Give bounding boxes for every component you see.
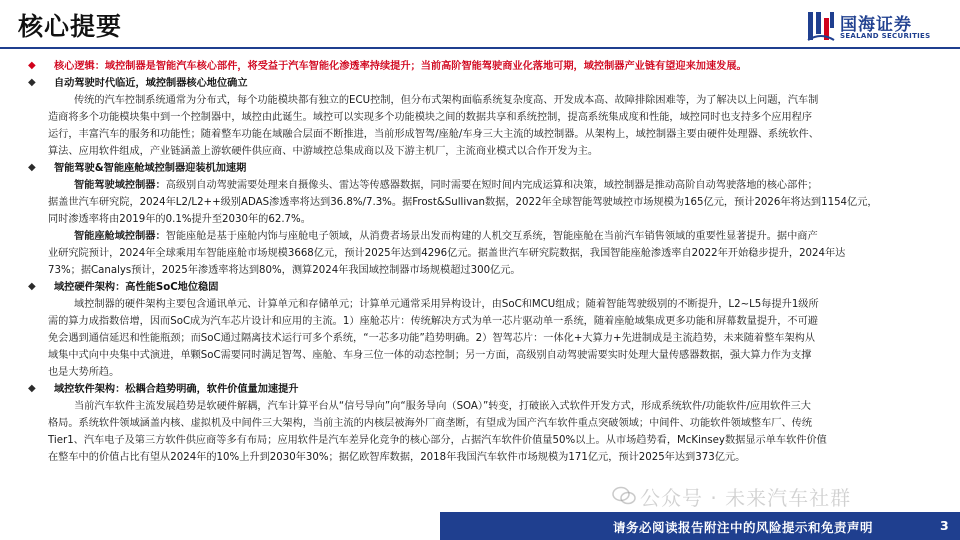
paragraph-lead: 智能驾驶域控制器： (74, 180, 166, 191)
section-paragraph: 传统的汽车控制系统通常为分布式，每个功能模块都有独立的ECU控制，但分布式架构面临系统复杂度高、开发成本高、故障排除困难等，为了解决以上问题，汽车制 造商将多个功能模块集中到一个控制器中，域控由此诞生。域控可以实现多个功能模块之间的数据共享和系统控制，提高系统集成度和性能，域控同时也支持多个应用程序 运行，丰富汽车的服务和功能性；随着整车功能在域融合层面不断推进，当前形成智驾/座舱/车身三大主流的域控制器。从架构上，域控制器主要由硬件处理器、系统软件、 算法、应用软件组成，产业链涵盖上游软硬件供应商、中游域控总集成商以及下游主机厂，主流商业模式以合作开发为主。 (48, 95, 819, 157)
section-heading: ◆ 智能驾驶&智能座舱域控制器迎装机加速期 (28, 162, 247, 174)
core-logic-text: 核心逻辑：域控制器是智能汽车核心部件，将受益于汽车智能化渗透率持续提升；当前高阶智能驾驶商业化落地可期，域控制器产业链有望迎来加速发展。 (54, 61, 747, 72)
section-paragraph: 域控制器的硬件架构主要包含通讯单元、计算单元和存储单元；计算单元通常采用异构设计，由SoC和MCU组成；随着智能驾驶级别的不断提升，L2~L5每提升1级所 需的算力成指数倍增，因而SoC成为汽车芯片设计和应用的主流。1）座舱芯片：传统解决方式为单一芯片驱动单一系统，随着座舱域集成更多功能和屏幕数量提升，不可避 免会遇到通信延迟和性能瓶颈；而SoC通过隔离技术运行可多个系统，“一芯多功能”趋势明确。2）智驾芯片：一体化+大算力+先进制成是主流趋势，未来随着整车架构从 域集中式向中央集中式演进，单颗SoC需要同时满足智驾、座舱、车身三位一体的动态控制；另一方面，高级别自动驾驶需要实时处理大量传感器数据，强大算力作为支撑 也是大势所趋。 (48, 299, 819, 378)
paragraph-lead: 智能座舱域控制器： (74, 231, 166, 242)
footer-disclaimer: 请务必阅读报告附注中的风险提示和免责声明 (613, 520, 874, 535)
core-logic-row (28, 58, 940, 75)
section-heading: ◆ 域控软件架构：松耦合趋势明确，软件价值量加速提升 (28, 383, 299, 395)
wechat-watermark-icon (612, 486, 636, 506)
watermark-text: 公众号 · 未来汽车社群 (640, 486, 852, 510)
sealand-logo-icon (806, 10, 836, 42)
summary-content (28, 58, 940, 510)
section-heading: ◆ 自动驾驶时代临近，域控制器核心地位确立 (28, 77, 248, 89)
section-paragraph: 智能座舱域控制器：智能座舱是基于座舱内饰与座舱电子领域，从消费者场景出发而构建的人机交互系统，智能座舱在当前汽车销售领域的重要性显著提升。据中商产 业研究院预计，2024年全球乘用车智能座舱市场规模3668亿元，预计2025年达到4296亿元。据盖世汽车研究院数据，我国智能座舱渗透率自2022年开始稳步提升，2024年达 73%；据Canalys预计，2025年渗透率将达到80%，测算2024年我国域控制器市场规模超过300亿元。 (48, 231, 846, 276)
page-header (0, 0, 960, 48)
diamond-bullet-icon: ◆ (28, 77, 36, 88)
page-footer (0, 512, 960, 540)
header-divider (0, 47, 960, 49)
logo-chinese-name: 国海证券 (840, 15, 912, 35)
section-heading: ◆ 域控硬件架构：高性能SoC地位稳固 (28, 281, 219, 293)
page-number: 3 (940, 518, 949, 533)
diamond-bullet-icon: ◆ (28, 162, 36, 173)
red-diamond-bullet-icon: ◆ (28, 60, 36, 71)
company-logo (806, 10, 954, 44)
logo-english-name: SEALAND SECURITIES (840, 32, 931, 40)
diamond-bullet-icon: ◆ (28, 383, 36, 394)
section-paragraph: 智能驾驶域控制器：高级别自动驾驶需要处理来自摄像头、雷达等传感器数据，同时需要在短时间内完成运算和决策，域控制器是推动高阶自动驾驶落地的核心部件； 据盖世汽车研究院，2024年L2/L2++级别ADAS渗透率将达到36.8%/7.3%。据Frost&Sullivan数据，2022年全球智能驾驶域控市场规模为165亿元，预计2026年将达到1154亿元， 同时渗透率将由2019年的0.1%提升至2030年的62.7%。 (48, 180, 878, 225)
section-paragraph: 当前汽车软件主流发展趋势是软硬件解耦，汽车计算平台从“信号导向”向“服务导向（SOA）”转变，打破嵌入式软件开发方式，形成系统软件/功能软件/应用软件三大 格局。系统软件领域涵盖内核、虚拟机及中间件三大架构，当前主流的内核层被海外厂商垄断，有望成为国产汽车软件重点突破领域；中间件、功能软件领域整车厂、传统 Tier1、汽车电子及第三方软件供应商等多有布局；应用软件是汽车差异化竞争的核心部分，占据汽车软件价值量50%以上。从市场趋势看，McKinsey数据显示单车软件价值 在整车中的价值占比有望从2024年的10%上升到2030年30%；据亿欧智库数据，2018年我国汽车软件市场规模为171亿元，预计2025年达到373亿元。 (48, 401, 827, 463)
diamond-bullet-icon: ◆ (28, 281, 36, 292)
page-title: 核心提要 (18, 12, 123, 41)
